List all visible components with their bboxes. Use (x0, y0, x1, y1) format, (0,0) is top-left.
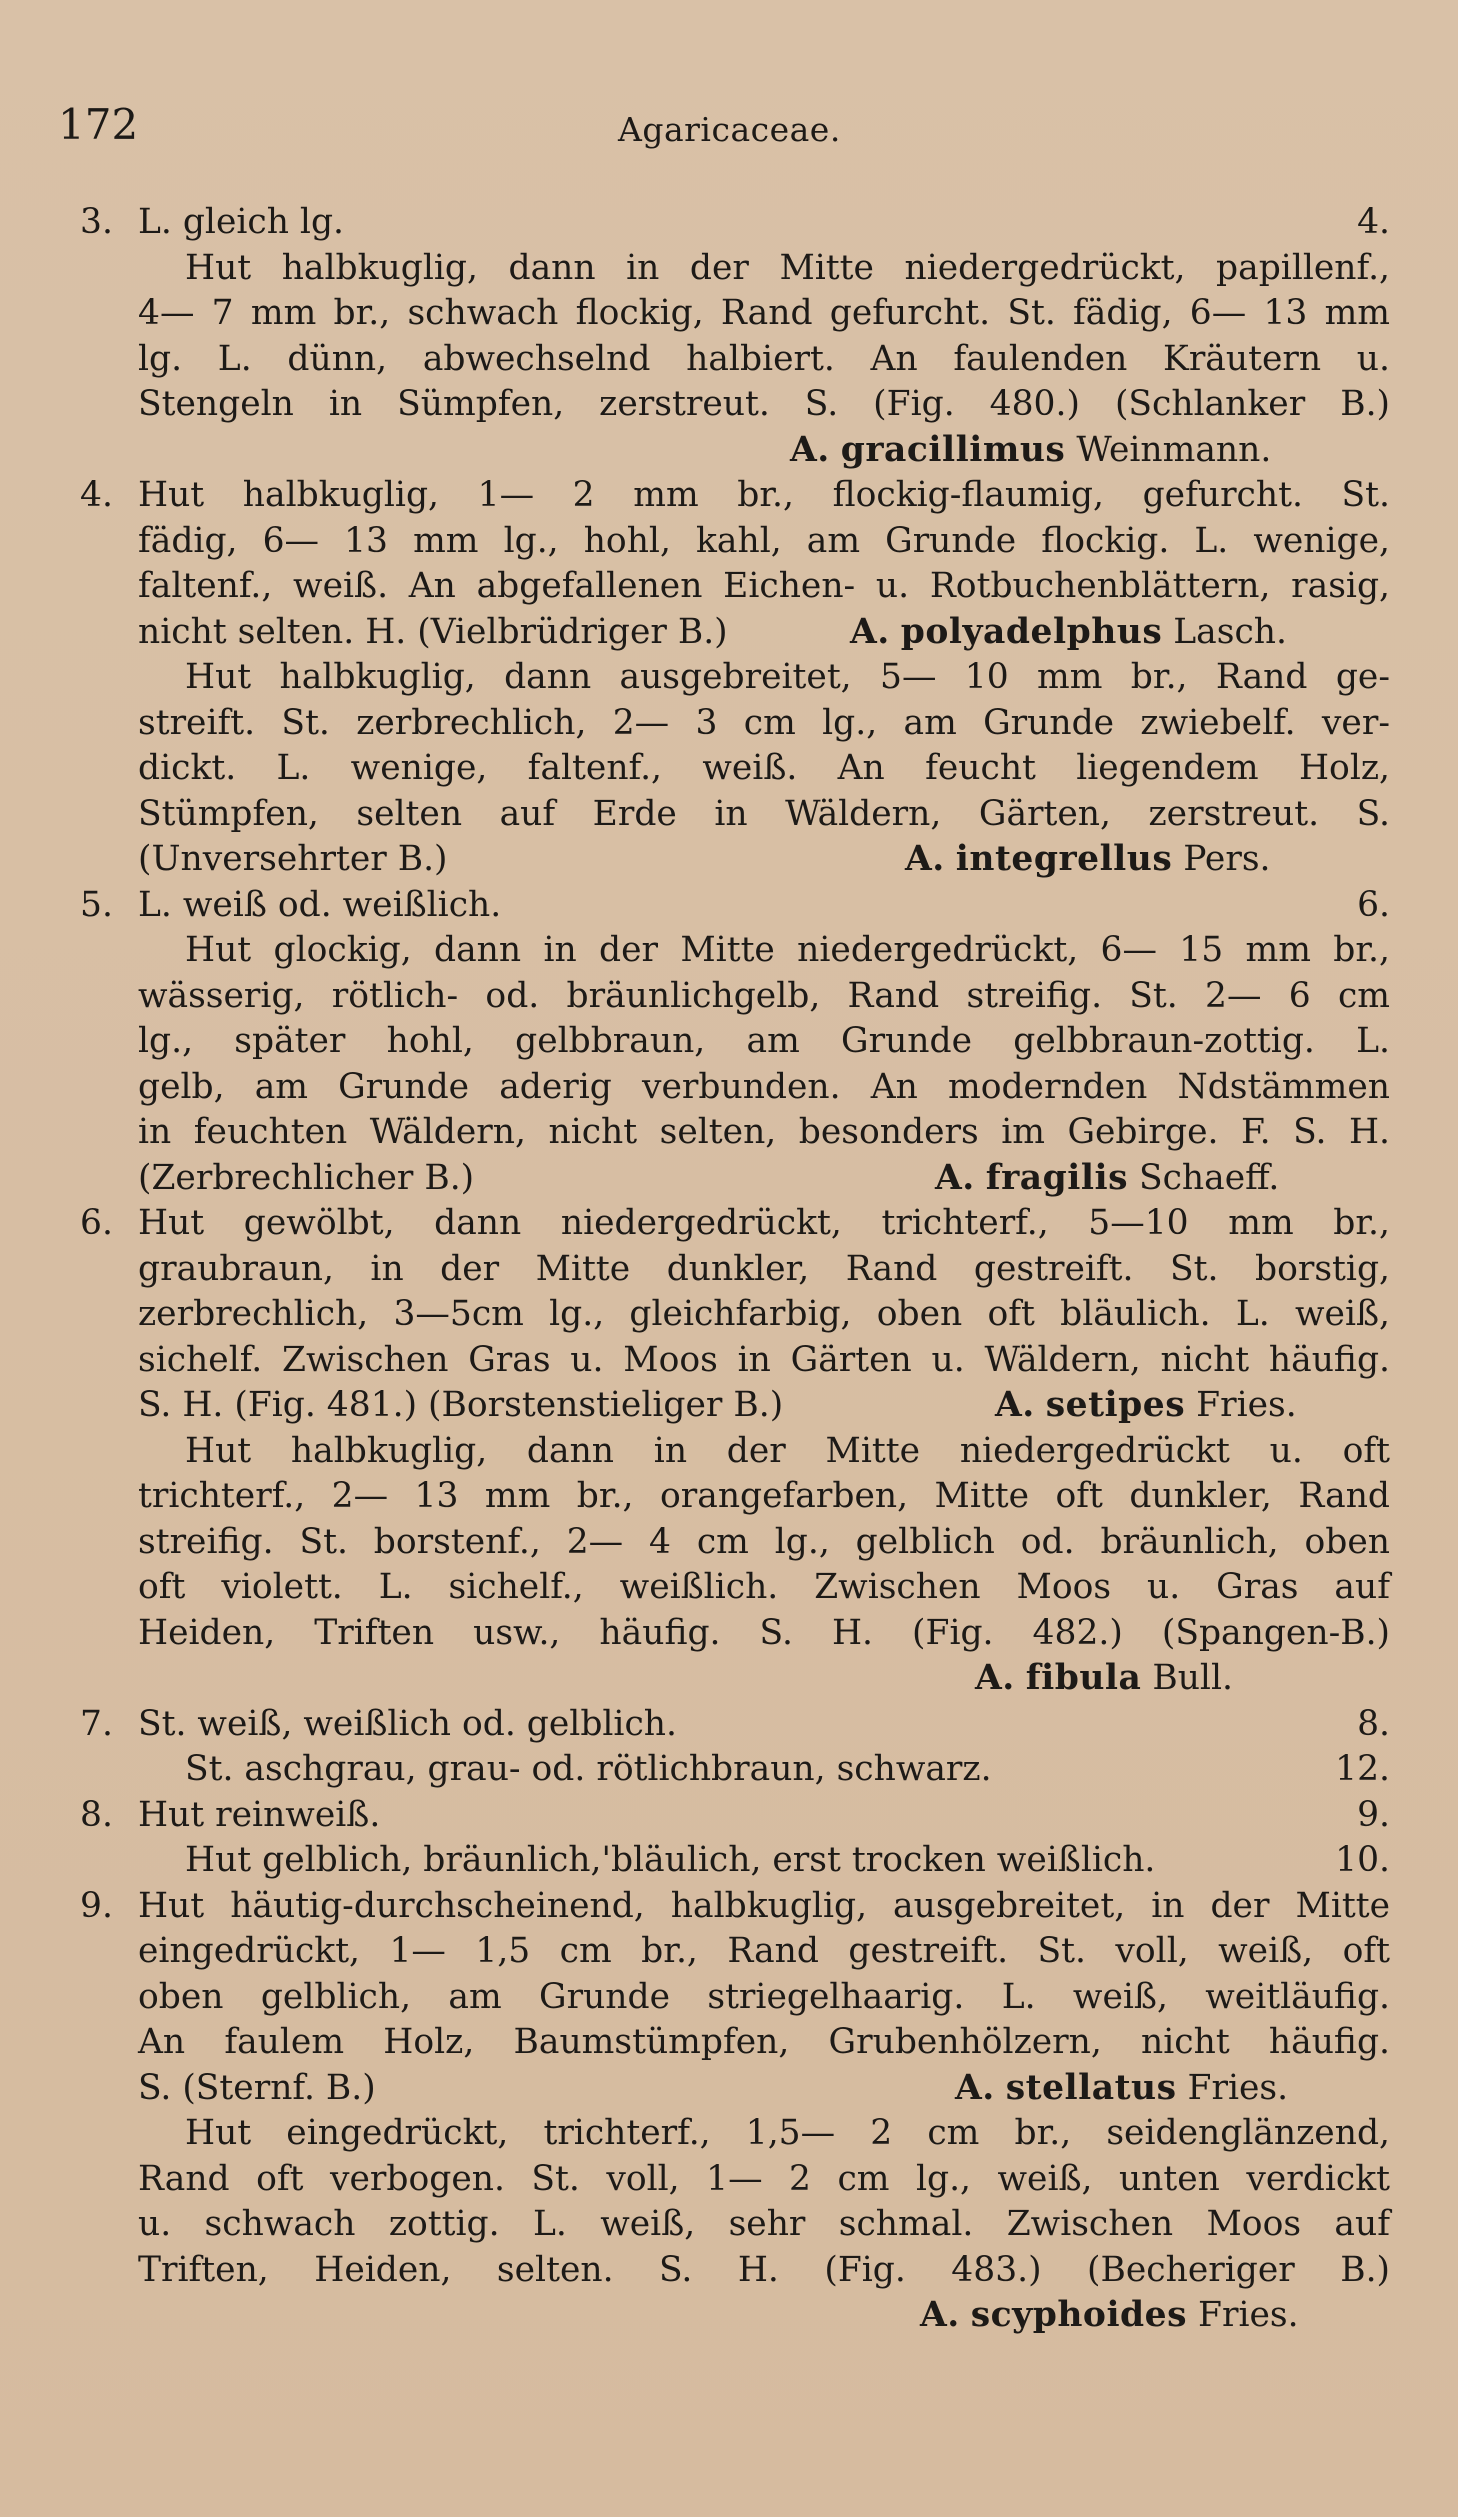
key-number: 4. (80, 475, 113, 515)
line-text: sichelf. Zwischen Gras u. Moos in Gärten u. Wäldern, nicht häufig. (138, 1339, 1390, 1380)
text-line (80, 655, 1390, 701)
species-name (995, 1383, 1297, 1429)
text-line (80, 701, 1390, 747)
text-line (80, 2248, 1390, 2294)
text-line (80, 2111, 1390, 2157)
genus-abbrev: A. (935, 1157, 975, 1198)
line-text: dickt. L. wenige, faltenf., weiß. An feucht liegendem Holz, (138, 748, 1390, 788)
text-line (80, 1247, 1390, 1293)
page-header (58, 100, 1388, 160)
line-text: oft violett. L. sichelf., weißlich. Zwischen Moos u. Gras auf (138, 1567, 1390, 1607)
line-text: Heiden, Triften usw., häufig. S. H. (Fig. 482.) (Spangen-B.) (138, 1612, 1390, 1653)
line-text: Rand oft verbogen. St. voll, 1— 2 cm lg., weiß, unten verdickt (138, 2158, 1390, 2199)
key-line (80, 1201, 1390, 1247)
key-number: 9. (80, 1885, 113, 1926)
key-line (80, 200, 1390, 246)
key-text: Hut reinweiß. (138, 1794, 381, 1835)
text-line (80, 1065, 1390, 1111)
line-text: streifig. St. borstenf., 2— 4 cm lg., gelblich od. bräunlich, oben (138, 1521, 1390, 1562)
text-line (80, 928, 1390, 974)
species-line (80, 2066, 1390, 2112)
line-text: gelb, am Grunde aderig verbunden. An modernden Ndstämmen (138, 1066, 1390, 1107)
text-line (80, 564, 1390, 610)
species-author: Fries. (1187, 2067, 1289, 2108)
genus-abbrev: A. (905, 839, 945, 879)
line-text: in feuchten Wäldern, nicht selten, besonders im Gebirge. F. S. H. (138, 1112, 1390, 1152)
species-name (935, 1156, 1279, 1202)
species-line (80, 1656, 1390, 1702)
line-text: An faulem Holz, Baumstümpfen, Grubenhölzern, nicht häufig. (138, 2022, 1390, 2062)
line-text: nicht selten. H. (Vielbrüdriger B.) (138, 611, 728, 652)
line-text: Stümpfen, selten auf Erde in Wäldern, Gärten, zerstreut. S. (138, 793, 1390, 834)
line-text: Hut gewölbt, dann niedergedrückt, trichterf., 5—10 mm br., (138, 1203, 1390, 1243)
genus-abbrev: A. (790, 429, 830, 470)
species-epithet: scyphoides (970, 2295, 1188, 2335)
species-author: Pers. (1183, 839, 1271, 879)
text-line (80, 1975, 1390, 2021)
line-text: (Zerbrechlicher B.) (138, 1157, 475, 1198)
text-line (80, 1019, 1390, 1065)
line-text: (Unversehrter B.) (138, 839, 448, 879)
key-line (80, 473, 1390, 519)
body-text (80, 200, 1390, 2339)
key-line (80, 1702, 1390, 1748)
line-text: trichterf., 2— 13 mm br., orangefarben, Mitte oft dunkler, Rand (138, 1476, 1390, 1516)
species-author: Fries. (1198, 2295, 1299, 2335)
species-line (80, 1156, 1390, 1202)
key-number: 3. (80, 202, 113, 242)
key-line (80, 1747, 1390, 1793)
species-epithet: stellatus (1005, 2067, 1177, 2108)
text-line (80, 746, 1390, 792)
text-line (80, 382, 1390, 428)
species-name (920, 2293, 1299, 2339)
species-author: Weinmann. (1076, 429, 1272, 470)
key-number: 8. (80, 1794, 113, 1835)
line-text: Triften, Heiden, selten. S. H. (Fig. 483.) (Becheriger B.) (138, 2249, 1390, 2290)
running-head: Agaricaceae. (618, 110, 841, 149)
key-number: 6. (80, 1203, 113, 1243)
text-line (80, 1474, 1390, 1520)
text-line (80, 291, 1390, 337)
line-text: Hut halbkuglig, dann ausgebreitet, 5— 10 mm br., Rand ge- (185, 657, 1390, 697)
species-name (955, 2066, 1288, 2112)
species-epithet: fibula (1025, 1658, 1142, 1698)
key-line (80, 883, 1390, 929)
line-text: oben gelblich, am Grunde striegelhaarig. L. weiß, weitläufig. (138, 1976, 1390, 2017)
line-text: Hut halbkuglig, dann in der Mitte niedergedrückt, papillenf., (185, 247, 1390, 288)
key-text: L. gleich lg. (138, 202, 345, 242)
key-text: Hut gelblich, bräunlich,'bläulich, erst trocken weißlich. (185, 1840, 1156, 1880)
genus-abbrev: A. (995, 1385, 1035, 1425)
line-text: 4— 7 mm br., schwach flockig, Rand gefurcht. St. fädig, 6— 13 mm (138, 293, 1390, 333)
key-text: St. weiß, weißlich od. gelblich. (138, 1703, 677, 1744)
genus-abbrev: A. (975, 1658, 1015, 1698)
text-line (80, 246, 1390, 292)
species-line (80, 1383, 1390, 1429)
line-text: faltenf., weiß. An abgefallenen Eichen- u. Rotbuchenblättern, rasig, (138, 566, 1390, 606)
line-text: lg., später hohl, gelbbraun, am Grunde gelbbraun-zottig. L. (138, 1021, 1390, 1061)
key-line (80, 1884, 1390, 1930)
species-epithet: integrellus (955, 839, 1173, 879)
species-author: Bull. (1152, 1658, 1233, 1698)
species-name (850, 610, 1287, 656)
text-line (80, 792, 1390, 838)
line-text: eingedrückt, 1— 1,5 cm br., Rand gestreift. St. voll, weiß, oft (138, 1931, 1390, 1971)
text-line (80, 1292, 1390, 1338)
species-epithet: gracillimus (840, 429, 1066, 470)
text-line (80, 1429, 1390, 1475)
species-name (790, 428, 1271, 474)
text-line (80, 519, 1390, 565)
key-text: St. aschgrau, grau- od. rötlichbraun, schwarz. (185, 1749, 992, 1789)
species-line (80, 428, 1390, 474)
line-text: Hut eingedrückt, trichterf., 1,5— 2 cm br., seidenglänzend, (185, 2113, 1390, 2153)
line-text: zerbrechlich, 3—5cm lg., gleichfarbig, oben oft bläulich. L. weiß, (138, 1294, 1390, 1334)
species-line (80, 610, 1390, 656)
text-line (80, 2202, 1390, 2248)
key-number: 5. (80, 884, 113, 925)
key-text: L. weiß od. weißlich. (138, 884, 502, 925)
line-text: Hut halbkuglig, dann in der Mitte niedergedrückt u. oft (185, 1430, 1390, 1471)
species-name (905, 837, 1271, 883)
species-author: Schaeff. (1138, 1157, 1280, 1198)
species-line (80, 2293, 1390, 2339)
species-line (80, 837, 1390, 883)
key-reference: 10. (1335, 1840, 1390, 1880)
line-text: lg. L. dünn, abwechselnd halbiert. An faulenden Kräutern u. (138, 338, 1390, 379)
text-line (80, 1110, 1390, 1156)
text-line (80, 2157, 1390, 2203)
line-text: Hut glockig, dann in der Mitte niedergedrückt, 6— 15 mm br., (185, 930, 1390, 970)
text-line (80, 337, 1390, 383)
key-reference: 6. (1357, 884, 1390, 925)
key-line (80, 1793, 1390, 1839)
species-author: Lasch. (1173, 611, 1287, 652)
species-epithet: polyadelphus (900, 611, 1163, 652)
genus-abbrev: A. (850, 611, 890, 652)
page-number: 172 (58, 100, 139, 149)
line-text: wässerig, rötlich- od. bräunlichgelb, Rand streifig. St. 2— 6 cm (138, 975, 1390, 1016)
line-text: graubraun, in der Mitte dunkler, Rand gestreift. St. borstig, (138, 1248, 1390, 1289)
text-line (80, 1520, 1390, 1566)
line-text: u. schwach zottig. L. weiß, sehr schmal. Zwischen Moos auf (138, 2204, 1390, 2244)
key-number: 7. (80, 1703, 113, 1744)
genus-abbrev: A. (955, 2067, 995, 2108)
species-epithet: fragilis (985, 1157, 1128, 1198)
line-text: streift. St. zerbrechlich, 2— 3 cm lg., am Grunde zwiebelf. ver- (138, 702, 1390, 743)
text-line (80, 974, 1390, 1020)
species-name (975, 1656, 1233, 1702)
genus-abbrev: A. (920, 2295, 960, 2335)
text-line (80, 1611, 1390, 1657)
line-text: Hut halbkuglig, 1— 2 mm br., flockig-flaumig, gefurcht. St. (138, 475, 1390, 515)
text-line (80, 1565, 1390, 1611)
line-text: S. H. (Fig. 481.) (Borstenstieliger B.) (138, 1385, 784, 1425)
text-line (80, 2020, 1390, 2066)
species-epithet: setipes (1045, 1385, 1186, 1425)
text-line (80, 1929, 1390, 1975)
species-author: Fries. (1196, 1385, 1297, 1425)
key-reference: 9. (1357, 1794, 1390, 1835)
line-text: Hut häutig-durchscheinend, halbkuglig, ausgebreitet, in der Mitte (138, 1885, 1390, 1926)
text-line (80, 1338, 1390, 1384)
line-text: fädig, 6— 13 mm lg., hohl, kahl, am Grunde flockig. L. wenige, (138, 520, 1390, 561)
key-line (80, 1838, 1390, 1884)
key-reference: 4. (1357, 202, 1390, 242)
line-text: Stengeln in Sümpfen, zerstreut. S. (Fig. 480.) (Schlanker B.) (138, 384, 1390, 424)
line-text: S. (Sternf. B.) (138, 2067, 376, 2108)
key-reference: 8. (1357, 1703, 1390, 1744)
key-reference: 12. (1335, 1749, 1390, 1789)
